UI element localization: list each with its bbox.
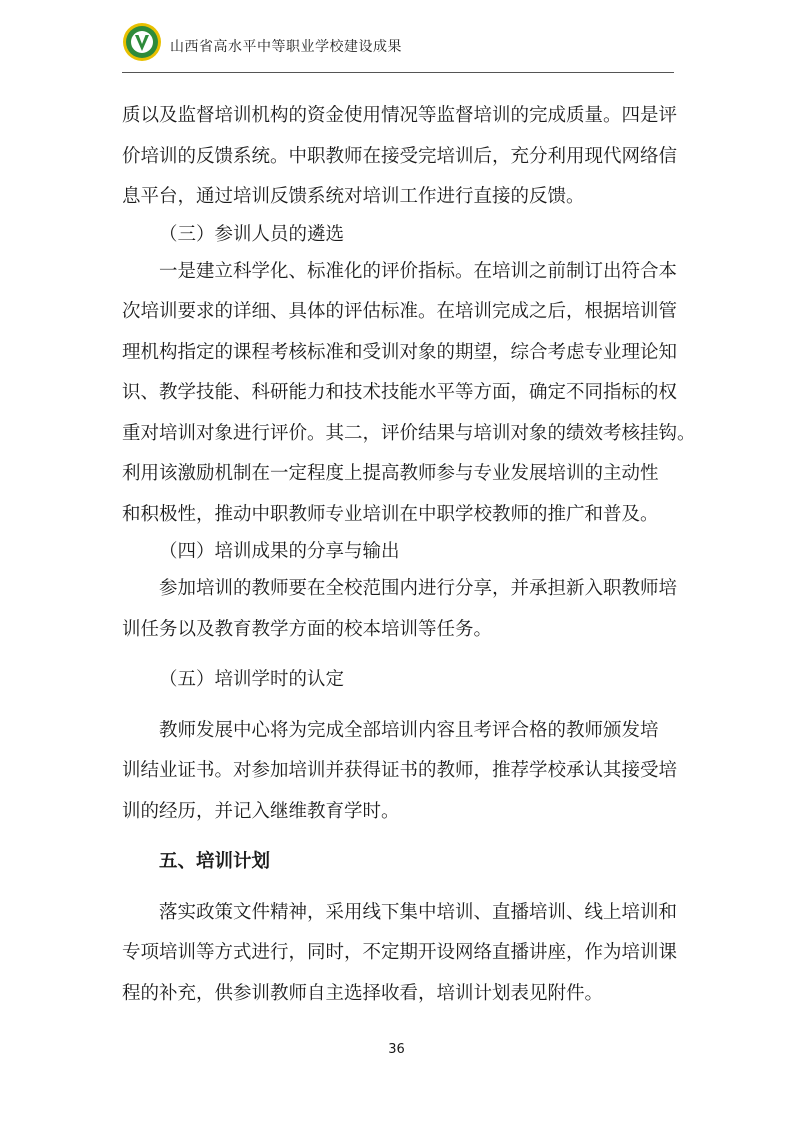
text-line: 息平台，通过培训反馈系统对培训工作进行直接的反馈。 bbox=[122, 186, 585, 207]
text-line: 重对培训对象进行评价。其二，评价结果与培训对象的绩效考核挂钩。 bbox=[122, 422, 696, 444]
chapter-heading: 五、培训计划 bbox=[159, 851, 271, 872]
paragraph-first-line: 教师发展中心将为完成全部培训内容且考评合格的教师颁发培 bbox=[159, 719, 659, 741]
text-line: 质以及监督培训机构的资金使用情况等监督培训的完成质量。四是评 bbox=[122, 105, 678, 126]
page-header bbox=[122, 20, 674, 74]
text-line: 识、教学技能、科研能力和技术技能水平等方面，确定不同指标的权 bbox=[122, 382, 678, 403]
paragraph-first-line: 落实政策文件精神，采用线下集中培训、直播培训、线上培训和 bbox=[159, 901, 678, 923]
spacer bbox=[122, 650, 678, 660]
section-heading-4: （四）培训成果的分享与输出 bbox=[159, 541, 400, 562]
spacer bbox=[122, 832, 678, 842]
paragraph-first-line: 参加培训的教师要在全校范围内进行分享，并承担新入职教师培 bbox=[159, 578, 678, 599]
text-line: 利用该激励机制在一定程度上提高教师参与专业发展培训的主动性 bbox=[122, 463, 659, 484]
header-title: 山西省高水平中等职业学校建设成果 bbox=[170, 39, 402, 55]
body-text bbox=[122, 96, 696, 1014]
text-line: 和积极性，推动中职教师专业培训在中职学校教师的推广和普及。 bbox=[122, 503, 659, 525]
text-line: 训任务以及教育教学方面的校本培训等任务。 bbox=[122, 618, 493, 640]
text-line: 理机构指定的课程考核标准和受训对象的期望，综合考虑专业理论知 bbox=[122, 341, 678, 363]
text-line: 训的经历，并记入继维教育学时。 bbox=[122, 800, 400, 822]
text-line: 次培训要求的详细、具体的评估标准。在培训完成之后，根据培训管 bbox=[122, 301, 678, 322]
school-emblem-icon bbox=[122, 22, 162, 62]
spacer bbox=[122, 883, 678, 893]
paragraph-first-line: 一是建立科学化、标准化的评价指标。在培训之前制订出符合本 bbox=[159, 260, 678, 282]
page-number: 36 bbox=[388, 1042, 405, 1057]
text-line: 价培训的反馈系统。中职教师在接受完培训后，充分利用现代网络信 bbox=[122, 145, 678, 167]
text-line: 专项培训等方式进行，同时，不定期开设网络直播讲座，作为培训课 bbox=[122, 942, 678, 963]
header-rule bbox=[122, 72, 674, 73]
section-heading-3: （三）参训人员的遴选 bbox=[159, 223, 345, 245]
text-line: 程的补充，供参训教师自主选择收看，培训计划表见附件。 bbox=[122, 982, 604, 1004]
spacer bbox=[122, 701, 678, 711]
text-line: 训结业证书。对参加培训并获得证书的教师，推荐学校承认其接受培 bbox=[122, 760, 678, 781]
section-heading-5: （五）培训学时的认定 bbox=[159, 669, 345, 690]
